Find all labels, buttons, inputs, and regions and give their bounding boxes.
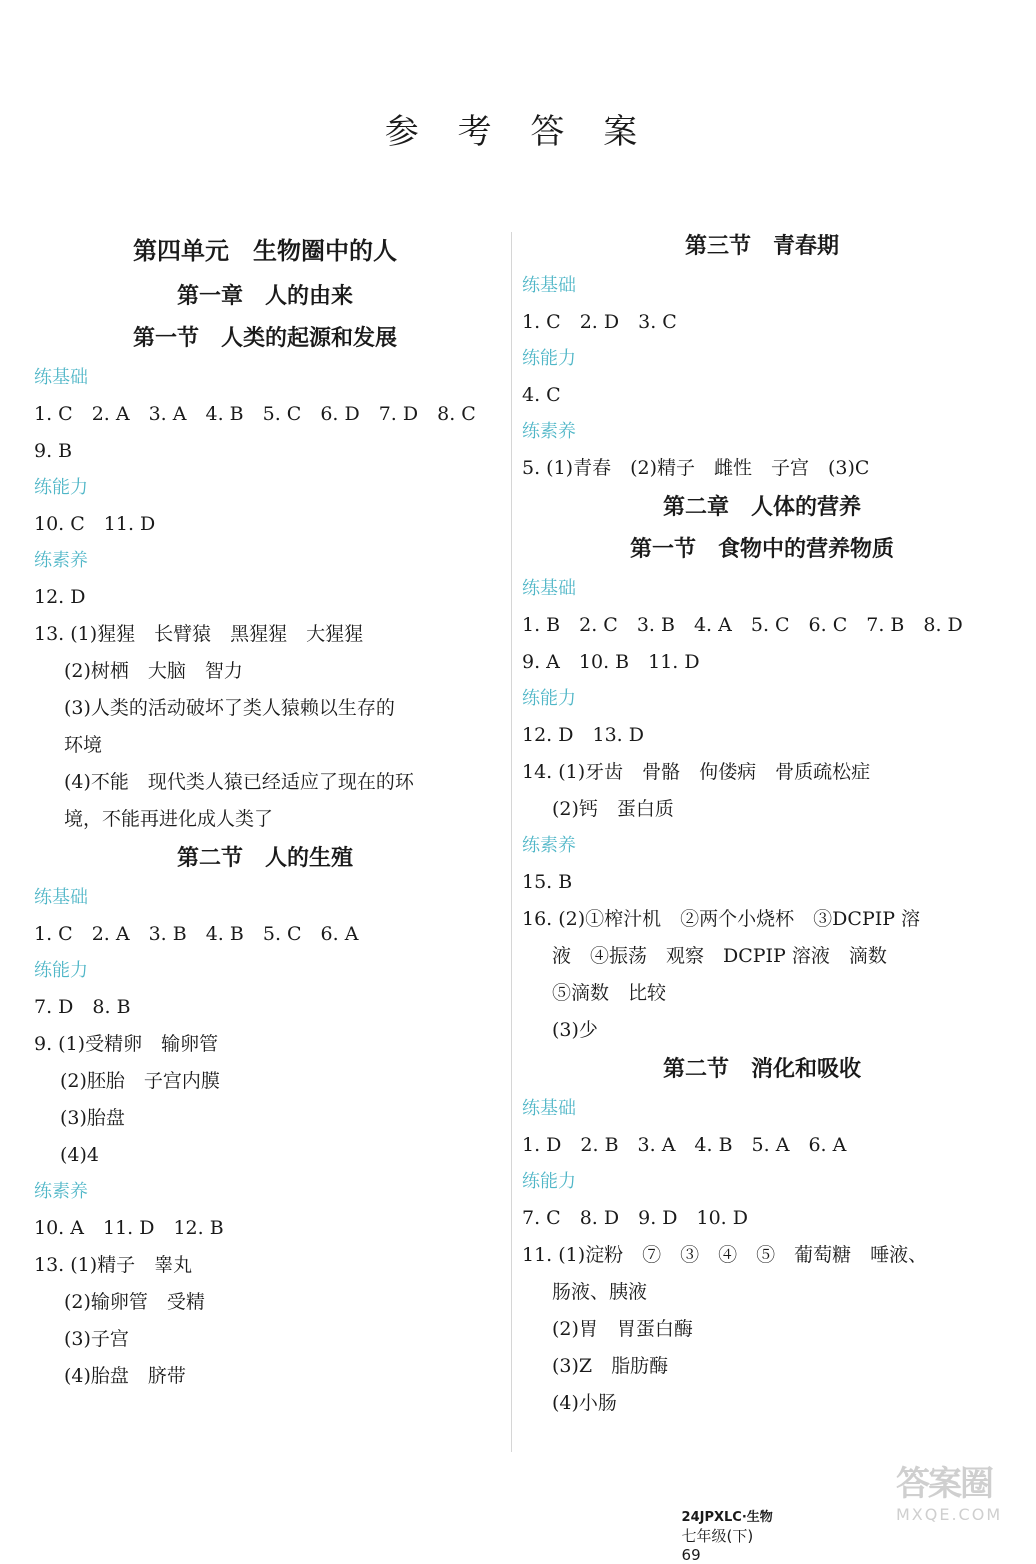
watermark-logo: [896, 1462, 1006, 1528]
answer-line: (3)人类的活动破坏了类人猿赖以生存的: [64, 697, 395, 719]
answer-line: (2)输卵管 受精: [64, 1291, 205, 1313]
exercise-label: 练基础: [34, 887, 88, 908]
answer-line: 12. D 13. D: [522, 724, 644, 746]
section-heading: 第一节 人类的起源和发展: [132, 326, 397, 351]
answer-line: (3)少: [552, 1019, 598, 1041]
answer-line: (2)钙 蛋白质: [552, 798, 674, 820]
grade-label: 七年级(下): [681, 1527, 754, 1545]
exercise-label: 练基础: [522, 1098, 576, 1119]
exercise-label: 练素养: [34, 550, 88, 571]
answer-line: (4)不能 现代类人猿已经适应了现在的环: [64, 771, 414, 793]
watermark-text: 答案圈: [896, 1464, 992, 1504]
answer-line: (3)Z 脂肪酶: [552, 1355, 669, 1377]
book-code: 24JPXLC·生物: [681, 1510, 773, 1525]
chapter-heading: 第二章 人体的营养: [662, 495, 861, 520]
exercise-label: 练素养: [522, 835, 576, 856]
answer-line: 1. C 2. A 3. A 4. B 5. C 6. D 7. D 8. C: [34, 403, 476, 425]
answer-line: (4)小肠: [552, 1392, 617, 1414]
exercise-label: 练能力: [522, 688, 576, 709]
answer-line: 13. (1)猩猩 长臂猿 黑猩猩 大猩猩: [34, 623, 364, 645]
answer-line: (3)子宫: [64, 1328, 129, 1350]
answer-line: (2)胚胎 子宫内膜: [60, 1070, 220, 1092]
answer-line: 16. (2)①榨汁机 ②两个小烧杯 ③DCPIP 溶: [522, 908, 921, 930]
exercise-label: 练能力: [522, 348, 576, 369]
page-number: 69: [681, 1546, 701, 1564]
answer-line: 9. (1)受精卵 输卵管: [34, 1033, 219, 1055]
answer-line: 11. (1)淀粉 ⑦ ③ ④ ⑤ 葡萄糖 唾液、: [522, 1244, 928, 1266]
answer-line: 5. (1)青春 (2)精子 雌性 子宫 (3)C: [522, 457, 870, 479]
section-heading: 第一节 食物中的营养物质: [629, 537, 894, 562]
exercise-label: 练基础: [522, 578, 576, 599]
answer-line: 7. D 8. B: [34, 996, 131, 1018]
section-heading: 第二节 消化和吸收: [662, 1057, 861, 1082]
answer-line: (3)胎盘: [60, 1107, 125, 1129]
exercise-label: 练基础: [34, 367, 88, 388]
section-heading: 第三节 青春期: [684, 234, 839, 259]
column-divider: [511, 232, 512, 1452]
unit-heading: 第四单元 生物圈中的人: [133, 237, 397, 265]
answer-line: 9. B: [34, 440, 73, 462]
answer-line: 4. C: [522, 384, 561, 406]
answer-line: 12. D: [34, 586, 86, 608]
left-column: [34, 226, 496, 1395]
answer-line: (4)胎盘 脐带: [64, 1365, 186, 1387]
answer-line: 环境: [64, 734, 103, 756]
answer-line: 境，不能再进化成人类了: [64, 808, 274, 830]
exercise-label: 练能力: [522, 1171, 576, 1192]
answer-line: 13. (1)精子 睾丸: [34, 1254, 193, 1276]
answer-line: (2)胃 胃蛋白酶: [552, 1318, 693, 1340]
answer-line: 10. A 11. D 12. B: [34, 1217, 224, 1239]
answer-line: 14. (1)牙齿 骨骼 佝偻病 骨质疏松症: [522, 761, 871, 783]
answer-line: 1. D 2. B 3. A 4. B 5. A 6. A: [522, 1134, 847, 1156]
answer-line: 液 ④振荡 观察 DCPIP 溶液 滴数: [552, 945, 887, 967]
answer-line: 9. A 10. B 11. D: [522, 651, 700, 673]
exercise-label: 练素养: [34, 1181, 88, 1202]
answer-line: ⑤滴数 比较: [552, 982, 667, 1004]
answer-line: 15. B: [522, 871, 573, 893]
answer-line: (2)树栖 大脑 智力: [64, 660, 243, 682]
answer-line: 1. C 2. D 3. C: [522, 311, 677, 333]
answer-line: 1. C 2. A 3. B 4. B 5. C 6. A: [34, 923, 359, 945]
exercise-label: 练素养: [522, 421, 576, 442]
watermark-url: MXQE.COM: [896, 1505, 1003, 1524]
answer-line: (4)4: [60, 1144, 100, 1166]
answer-line: 肠液、胰液: [552, 1281, 648, 1303]
exercise-label: 练能力: [34, 960, 88, 981]
exercise-label: 练能力: [34, 477, 88, 498]
right-column: [522, 226, 1002, 1422]
exercise-label: 练基础: [522, 275, 576, 296]
page-footer: [672, 1488, 773, 1564]
section-heading: 第二节 人的生殖: [176, 846, 353, 871]
chapter-heading: 第一章 人的由来: [176, 284, 353, 309]
answer-line: 10. C 11. D: [34, 513, 156, 535]
answer-line: 7. C 8. D 9. D 10. D: [522, 1207, 748, 1229]
answer-line: 1. B 2. C 3. B 4. A 5. C 6. C 7. B 8. D: [522, 614, 963, 636]
page-title: 参 考 答 案: [384, 112, 652, 152]
